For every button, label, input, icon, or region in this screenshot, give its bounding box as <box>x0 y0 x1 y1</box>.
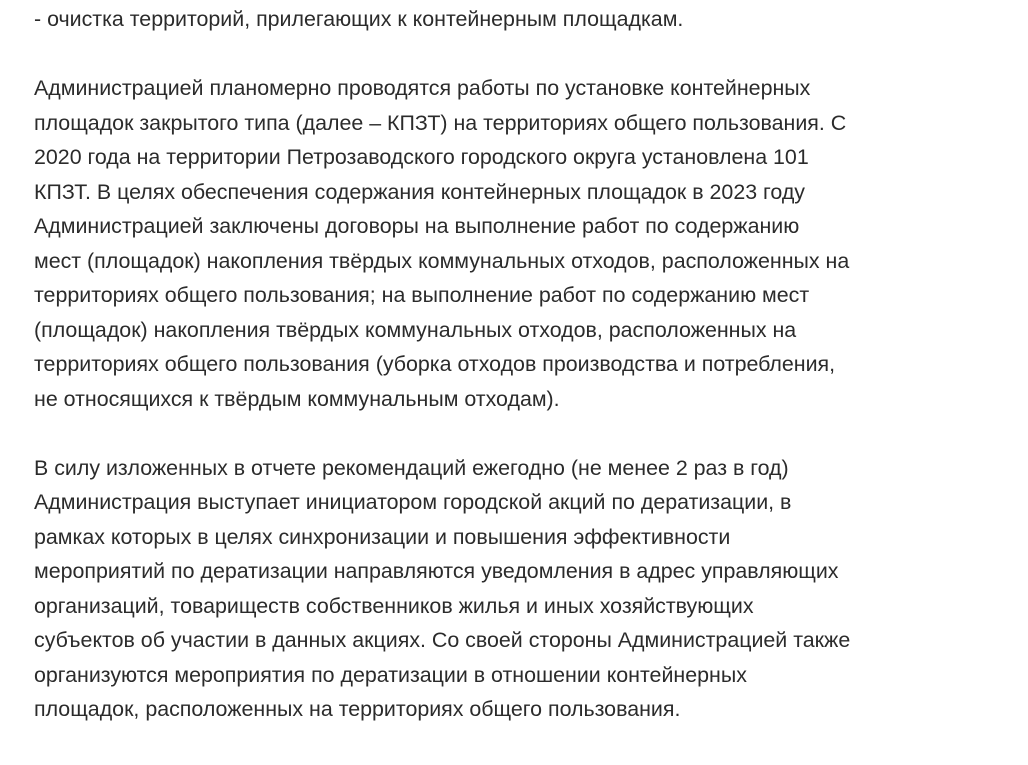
text-line: рамках которых в целях синхронизации и повышения эффективности <box>34 524 731 549</box>
text-line: площадок закрытого типа (далее – КПЗТ) на территориях общего пользования. С <box>34 110 847 135</box>
text-line: 2020 года на территории Петрозаводского городского округа установлена 101 <box>34 145 809 169</box>
text-line: - очистка территорий, прилегающих к контейнерным площадкам. <box>34 7 684 31</box>
document-body <box>34 0 1004 727</box>
text-line: мероприятий по дератизации направляются уведомления в адрес управляющих <box>34 559 839 583</box>
text-line: территориях общего пользования; на выполнение работ по содержанию мест <box>34 283 810 307</box>
text-line: В силу изложенных в отчете рекомендаций ежегодно (не менее 2 раз в год) <box>34 455 789 480</box>
text-line: площадок, расположенных на территориях общего пользования. <box>34 697 681 721</box>
text-line: мест (площадок) накопления твёрдых коммунальных отходов, расположенных на <box>34 248 850 273</box>
paragraph-deratization <box>34 451 1004 727</box>
paragraph-container-sites <box>34 71 1004 416</box>
text-line: организаций, товариществ собственников жилья и иных хозяйствующих <box>34 593 754 618</box>
text-line: субъектов об участии в данных акциях. Со своей стороны Администрацией также <box>34 628 851 652</box>
paragraph-cleanup <box>34 2 1004 37</box>
text-line: (площадок) накопления твёрдых коммунальных отходов, расположенных на <box>34 317 797 342</box>
text-line: Администрацией планомерно проводятся работы по установке контейнерных <box>34 76 811 100</box>
text-line: не относящихся к твёрдым коммунальным отходам). <box>34 386 560 411</box>
text-line: Администрацией заключены договоры на выполнение работ по содержанию <box>34 214 800 238</box>
text-line: Администрация выступает инициатором городской акций по дератизации, в <box>34 490 792 514</box>
text-line: организуются мероприятия по дератизации в отношении контейнерных <box>34 662 747 687</box>
text-line: КПЗТ. В целях обеспечения содержания контейнерных площадок в 2023 году <box>34 179 805 204</box>
text-line: территориях общего пользования (уборка отходов производства и потребления, <box>34 352 836 376</box>
